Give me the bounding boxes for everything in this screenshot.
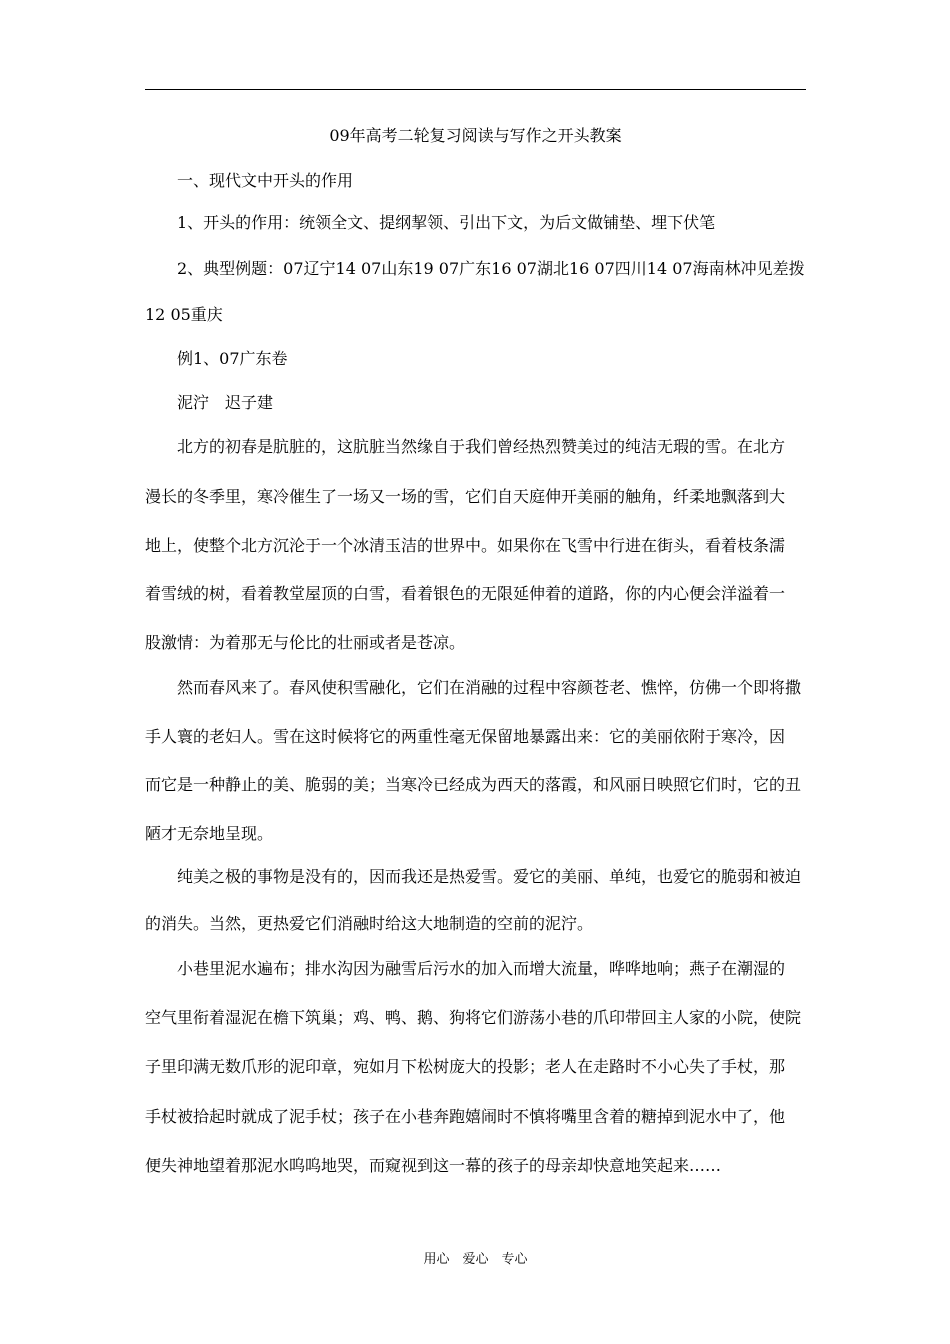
paragraph-1-line-3: 地上，使整个北方沉沦于一个冰清玉洁的世界中。如果你在飞雪中行进在街头，看着枝条濡 [145,536,786,555]
paragraph-4-line-4: 手杖被拾起时就成了泥手杖；孩子在小巷奔跑嬉闹时不慎将嘴里含着的糖掉到泥水中了，他 [145,1107,786,1126]
paragraph-2-line-2: 手人寰的老妇人。雪在这时候将它的两重性毫无保留地暴露出来：它的美丽依附于寒冷，因 [145,727,786,746]
essay-title: 泥泞 迟子建 [177,393,274,412]
document-title: 09年高考二轮复习阅读与写作之开头教案 [329,126,622,145]
paragraph-1-line-2: 漫长的冬季里，寒冷催生了一场又一场的雪，它们自天庭伸开美丽的触角，纤柔地飘落到大 [145,487,786,506]
paragraph-4-line-2: 空气里衔着湿泥在檐下筑巢；鸡、鸭、鹅、狗将它们游荡小巷的爪印带回主人家的小院，使院 [145,1008,802,1027]
section-heading: 一、现代文中开头的作用 [177,171,354,190]
header-rule [145,89,806,90]
paragraph-1-line-5: 股激情：为着那无与伦比的壮丽或者是苍凉。 [145,633,466,652]
point-2-line-2: 12 05重庆 [145,305,223,324]
paragraph-4-line-1: 小巷里泥水遍布；排水沟因为融雪后污水的加入而增大流量，哗哗地响；燕子在潮湿的 [177,959,786,978]
paragraph-4-line-3: 子里印满无数爪形的泥印章，宛如月下松树庞大的投影；老人在走路时不小心失了手杖，那 [145,1057,786,1076]
paragraph-2-line-1: 然而春风来了。春风使积雪融化，它们在消融的过程中容颜苍老、憔悴，仿佛一个即将撒 [177,678,802,697]
page-footer: 用心 爱心 专心 [423,1252,528,1267]
paragraph-2-line-3: 而它是一种静止的美、脆弱的美；当寒冷已经成为西天的落霞，和风丽日映照它们时，它的丑 [145,775,802,794]
point-1: 1、开头的作用：统领全文、提纲挈领、引出下文，为后文做铺垫、埋下伏笔 [177,213,716,232]
paragraph-2-line-4: 陋才无奈地呈现。 [145,824,274,843]
example-label: 例1、07广东卷 [177,349,288,368]
paragraph-3-line-1: 纯美之极的事物是没有的，因而我还是热爱雪。爱它的美丽、单纯，也爱它的脆弱和被迫 [177,867,802,886]
point-2-line-1: 2、典型例题：07辽宁14 07山东19 07广东16 07湖北16 07四川14 07海南林冲见差拨 [177,259,805,278]
paragraph-3-line-2: 的消失。当然，更热爱它们消融时给这大地制造的空前的泥泞。 [145,914,594,933]
paragraph-1-line-1: 北方的初春是肮脏的，这肮脏当然缘自于我们曾经热烈赞美过的纯洁无瑕的雪。在北方 [177,437,786,456]
paragraph-1-line-4: 着雪绒的树，看着教堂屋顶的白雪，看着银色的无限延伸着的道路，你的内心便会洋溢着一 [145,584,786,603]
paragraph-4-line-5: 便失神地望着那泥水呜呜地哭，而窥视到这一幕的孩子的母亲却快意地笑起来…… [145,1156,722,1175]
